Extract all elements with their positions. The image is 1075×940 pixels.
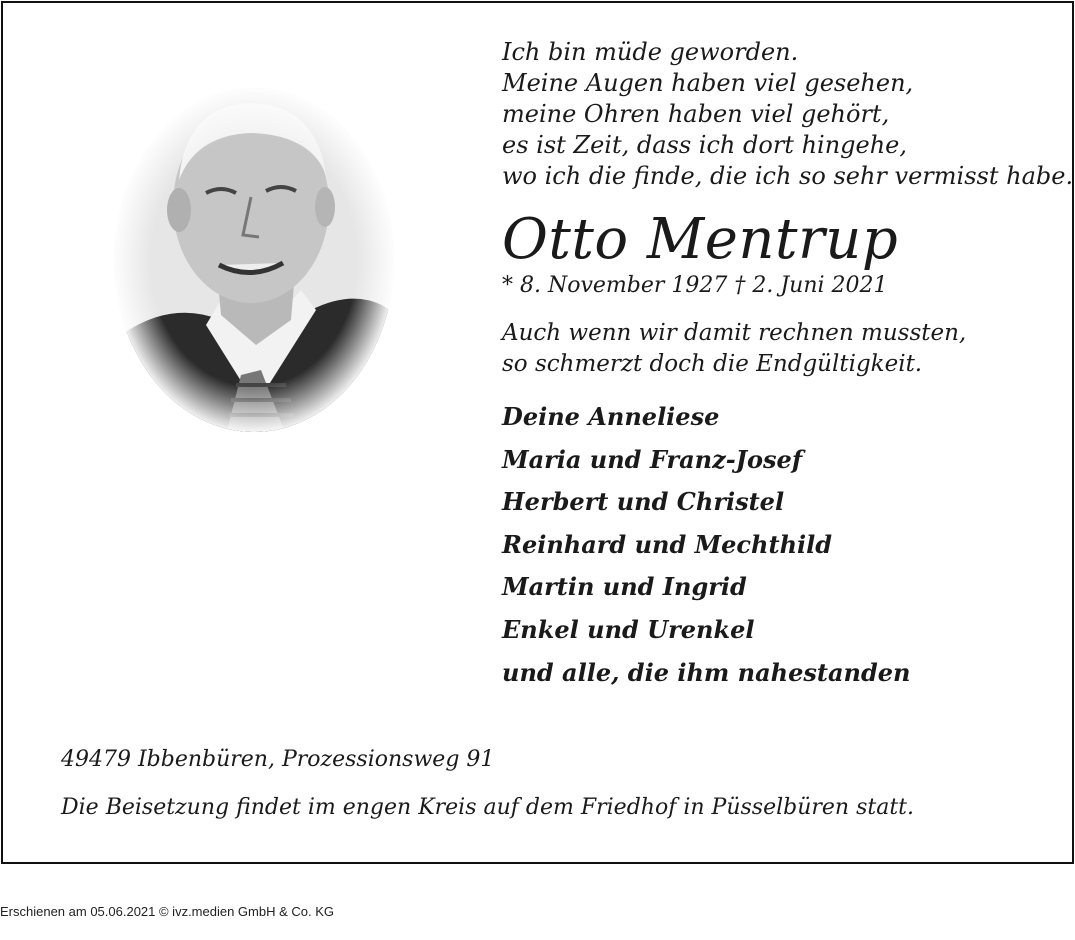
mourner: Deine Anneliese bbox=[502, 402, 720, 431]
mourner: Herbert und Christel bbox=[502, 487, 785, 517]
mourner: und alle, die ihm nahestanden bbox=[502, 657, 911, 687]
poem-line: Meine Augen haben viel gesehen, bbox=[502, 69, 914, 97]
mourner: Reinhard und Mechthild bbox=[502, 529, 833, 559]
mourner: Martin und Ingrid bbox=[502, 572, 747, 602]
poem-line: meine Ohren haben viel gehört, bbox=[502, 100, 890, 128]
poem-line: es ist Zeit, dass ich dort hingehe, bbox=[502, 131, 908, 159]
mourner: Maria und Franz-Josef bbox=[502, 444, 803, 474]
publication-footer: Erschienen am 05.06.2021 © ivz.medien GmbH & Co. KG bbox=[0, 904, 335, 919]
life-dates: * 8. November 1927 † 2. Juni 2021 bbox=[502, 273, 888, 298]
obituary-frame bbox=[1, 1, 1074, 864]
poem-line: Ich bin müde geworden. bbox=[502, 38, 799, 66]
mourner: Enkel und Urenkel bbox=[502, 614, 755, 644]
deceased-name: Otto Mentrup bbox=[502, 207, 899, 272]
family-address: 49479 Ibbenbüren, Prozessionsweg 91 bbox=[61, 747, 495, 772]
mourners-list bbox=[502, 396, 1062, 694]
portrait-photo bbox=[111, 85, 397, 435]
poem-line: wo ich die finde, die ich so sehr vermisst habe. bbox=[502, 162, 1074, 190]
poem bbox=[502, 37, 1074, 192]
burial-note: Die Beisetzung findet im engen Kreis auf dem Friedhof in Püsselbüren statt. bbox=[61, 795, 915, 820]
quote-line: so schmerzt doch die Endgültigkeit. bbox=[502, 351, 923, 377]
quote-line: Auch wenn wir damit rechnen mussten, bbox=[502, 320, 967, 346]
text-column bbox=[502, 37, 1074, 694]
mourning-quote bbox=[502, 318, 1062, 380]
